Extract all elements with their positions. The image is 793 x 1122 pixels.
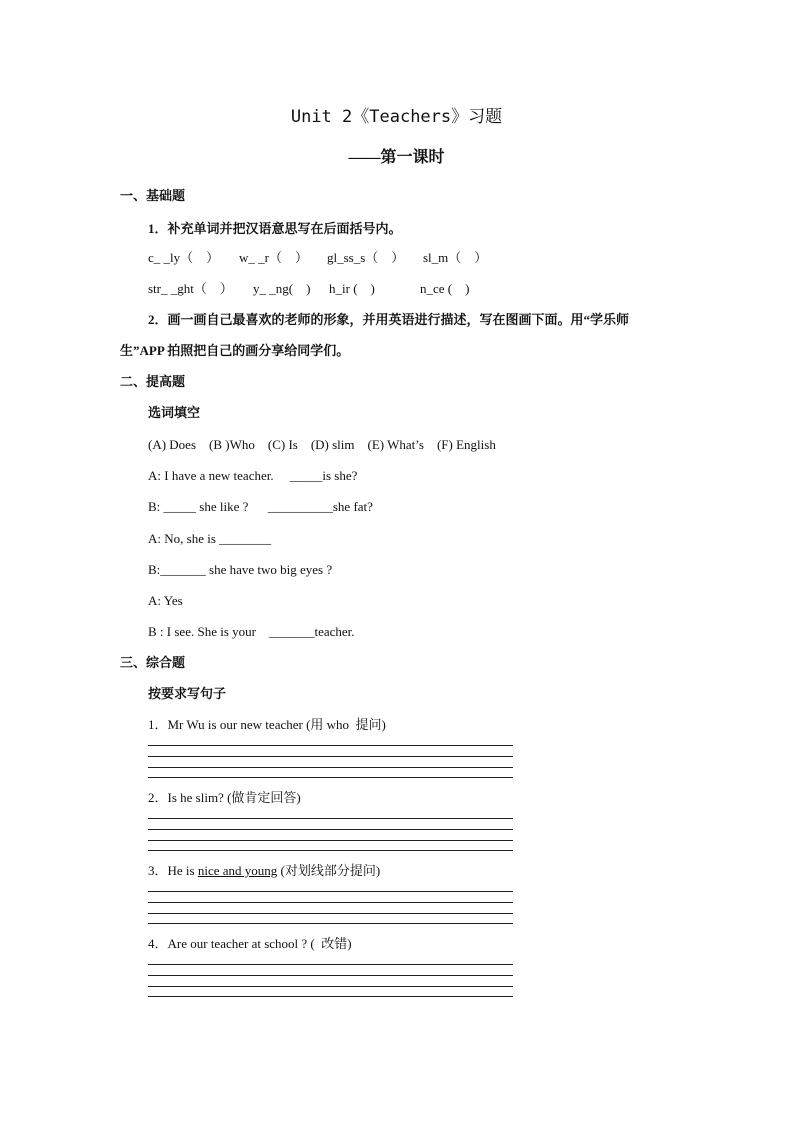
section2-heading: 二、提高题 bbox=[120, 374, 186, 389]
dialogue-line: B:_______ she have two big eyes ? bbox=[148, 562, 333, 577]
answer-line bbox=[148, 767, 513, 768]
word-item: gl_ss_s（ ） bbox=[327, 250, 405, 265]
word-item: h_ir ( ) bbox=[329, 281, 375, 296]
answer-line bbox=[148, 756, 513, 757]
sentence-q1: 1．Mr Wu is our new teacher (用 who 提问) bbox=[148, 717, 386, 732]
answer-line bbox=[148, 986, 513, 987]
q3-underlined: nice and young bbox=[197, 863, 278, 878]
sentence-q3 bbox=[148, 863, 380, 879]
word-item: c_ _ly（ ） bbox=[148, 250, 220, 265]
q3-suffix: (对划线部分提问) bbox=[277, 863, 381, 878]
q3-prefix: 3．He is bbox=[148, 863, 198, 878]
answer-line bbox=[148, 777, 513, 778]
dialogue-line: B: _____ she like ? __________she fat? bbox=[148, 499, 373, 514]
section3-instruction: 按要求写句子 bbox=[148, 686, 227, 701]
q2-line2: 生”APP 拍照把自己的画分享给同学们。 bbox=[120, 343, 350, 358]
answer-line bbox=[148, 818, 513, 819]
dialogue-line: A: I have a new teacher. _____is she? bbox=[148, 468, 358, 483]
dialogue-line: A: Yes bbox=[148, 593, 183, 608]
q2-line1: 2．画一画自己最喜欢的老师的形象，并用英语进行描述，写在图画下面。用“学乐师 bbox=[148, 312, 630, 327]
page-title: Unit 2《Teachers》习题 bbox=[290, 107, 503, 127]
answer-line bbox=[148, 902, 513, 903]
word-item: sl_m（ ） bbox=[423, 250, 488, 265]
answer-line bbox=[148, 745, 513, 746]
answer-line bbox=[148, 850, 513, 851]
answer-line bbox=[148, 923, 513, 924]
word-options: (A) Does (B )Who (C) Is (D) slim (E) What’s (F) English bbox=[148, 437, 496, 452]
word-item: y_ _ng( ) bbox=[253, 281, 311, 296]
section3-heading: 三、综合题 bbox=[120, 655, 186, 670]
answer-line bbox=[148, 891, 513, 892]
answer-line bbox=[148, 996, 513, 997]
word-item: n_ce ( ) bbox=[420, 281, 470, 296]
word-item: w_ _r（ ） bbox=[239, 250, 308, 265]
sentence-q4: 4．Are our teacher at school ? ( 改错) bbox=[148, 936, 352, 951]
sentence-q2: 2．Is he slim? (做肯定回答) bbox=[148, 790, 301, 805]
answer-line bbox=[148, 975, 513, 976]
dialogue-line: A: No, she is ________ bbox=[148, 531, 272, 546]
answer-line bbox=[148, 913, 513, 914]
section1-heading: 一、基础题 bbox=[120, 188, 186, 203]
answer-line bbox=[148, 840, 513, 841]
dialogue-line: B : I see. She is your _______teacher. bbox=[148, 624, 355, 639]
answer-line bbox=[148, 829, 513, 830]
answer-line bbox=[148, 964, 513, 965]
q1-label: 1．补充单词并把汉语意思写在后面括号内。 bbox=[148, 221, 402, 236]
section2-instruction: 选词填空 bbox=[148, 405, 201, 420]
page-subtitle: ——第一课时 bbox=[348, 149, 445, 166]
word-item: str_ _ght（ ） bbox=[148, 281, 233, 296]
